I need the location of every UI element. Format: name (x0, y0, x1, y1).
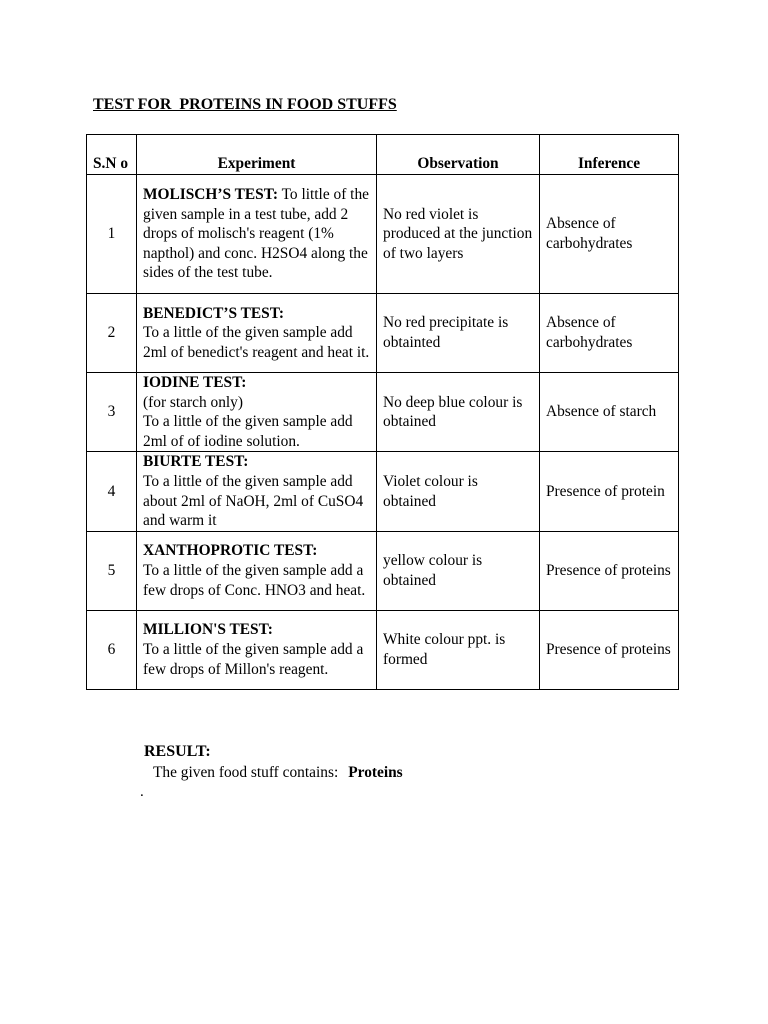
test-name: MILLION'S TEST: (143, 621, 273, 639)
page-title: TEST FOR PROTEINS IN FOOD STUFFS (93, 96, 397, 113)
row-inference: Absence of carbohydrates (540, 175, 679, 294)
row-observation: yellow colour is obtained (377, 531, 540, 610)
row-observation: White colour ppt. is formed (377, 610, 540, 689)
table-row (87, 175, 679, 294)
test-procedure-note: (for starch only) (143, 393, 244, 411)
row-experiment (137, 531, 377, 610)
test-name: BENEDICT’S TEST: (143, 304, 284, 322)
row-inference: Absence of starch (540, 373, 679, 452)
row-sno: 6 (87, 610, 137, 689)
table-header-row (87, 135, 679, 175)
row-observation: No red precipitate is obtainted (377, 294, 540, 373)
row-sno: 5 (87, 531, 137, 610)
test-procedure: To a little of the given sample add 2ml of of iodine solution. (143, 413, 353, 450)
row-inference: Presence of proteins (540, 610, 679, 689)
test-name: XANTHOPROTIC TEST: (143, 542, 318, 560)
test-name: BIURTE TEST: (143, 453, 249, 471)
result-line (153, 764, 403, 782)
table-row (87, 373, 679, 452)
row-sno: 4 (87, 452, 137, 531)
result-label: The given food stuff contains: (153, 764, 339, 781)
test-procedure: To little of the given sample in a test tube, add 2 drops of molisch's reagent (1% napthol) and conc. H2SO4 along the sides of the test tube. (143, 186, 369, 282)
table-row (87, 452, 679, 531)
row-experiment (137, 294, 377, 373)
row-experiment (137, 452, 377, 531)
row-inference: Presence of proteins (540, 531, 679, 610)
table-row (87, 294, 679, 373)
test-procedure: To a little of the given sample add a few drops of Conc. HNO3 and heat. (143, 561, 366, 599)
row-experiment (137, 610, 377, 689)
test-name: IODINE TEST: (143, 374, 247, 391)
test-name: MOLISCH’S TEST: (143, 186, 278, 204)
table-row (87, 610, 679, 689)
row-observation: No deep blue colour is obtained (377, 373, 540, 452)
row-sno: 3 (87, 373, 137, 452)
row-sno: 1 (87, 175, 137, 294)
tests-table (86, 134, 679, 690)
row-observation: Violet colour is obtained (377, 452, 540, 531)
result-value: Proteins (348, 764, 403, 781)
header-experiment: Experiment (137, 135, 377, 175)
test-procedure: To a little of the given sample add about 2ml of NaOH, 2ml of CuSO4 and warm it (143, 472, 364, 530)
result-heading: RESULT: (144, 743, 211, 760)
header-observation: Observation (377, 135, 540, 175)
row-sno: 2 (87, 294, 137, 373)
row-inference: Absence of carbohydrates (540, 294, 679, 373)
row-inference: Presence of protein (540, 452, 679, 531)
test-procedure: To a little of the given sample add a few drops of Millon's reagent. (143, 640, 364, 678)
header-sno: S.N o (87, 135, 137, 175)
row-experiment (137, 373, 377, 452)
trailing-mark: . (140, 784, 144, 800)
row-observation: No red violet is produced at the junction of two layers (377, 175, 540, 294)
test-procedure: To a little of the given sample add 2ml of benedict's reagent and heat it. (143, 324, 370, 361)
header-inference: Inference (540, 135, 679, 175)
row-experiment (137, 175, 377, 294)
table-row (87, 531, 679, 610)
